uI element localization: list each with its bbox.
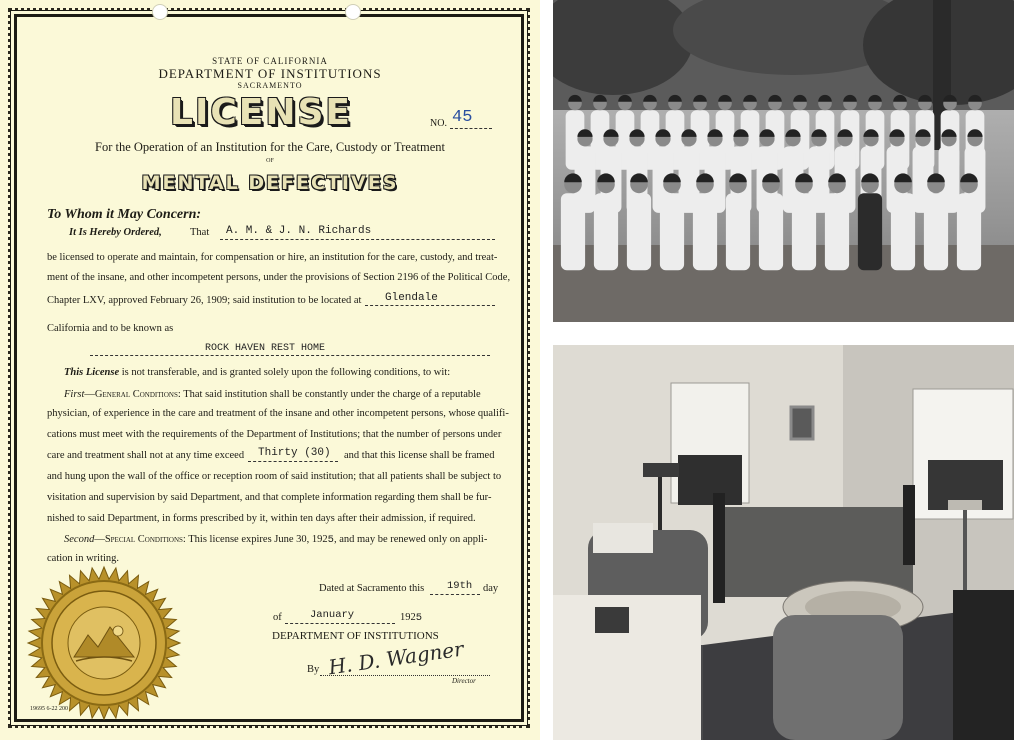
month-value: January xyxy=(310,609,355,621)
capacity-value: Thirty (30) xyxy=(258,447,331,459)
location-underline xyxy=(365,305,495,306)
second-line-1b: , and may be renewed only on appli- xyxy=(333,534,488,545)
first-line-3: cations must meet with the requirements of the Department of Institutions; that the number of persons under xyxy=(47,429,502,440)
signature-department: DEPARTMENT OF INSTITUTIONS xyxy=(272,630,439,642)
gold-seal-icon xyxy=(26,565,182,721)
subject-title: MENTAL DEFECTIVES xyxy=(141,172,399,194)
person-figure xyxy=(594,193,618,270)
person-figure xyxy=(924,193,948,270)
punch-hole xyxy=(152,4,168,20)
purpose-line: For the Operation of an Institution for the Care, Custody or Treatment xyxy=(95,140,445,154)
punch-hole xyxy=(345,4,361,20)
license-title: LICENSE xyxy=(170,92,352,133)
person-figure xyxy=(792,193,816,270)
director-signature: H. D. Wagner xyxy=(326,636,466,680)
bedroom-photo xyxy=(553,345,1014,740)
transfer-text: is not transferable, and is granted solely upon the following conditions, to wit: xyxy=(121,367,451,378)
year-prefix: 192 xyxy=(400,612,416,623)
location-value: Glendale xyxy=(385,292,438,304)
person-figure xyxy=(957,193,981,270)
institution-underline xyxy=(90,355,490,356)
body-line-1: be licensed to operate and maintain, for compensation or hire, an institution for the care, custody, and treat- xyxy=(47,252,498,263)
year-digit: 5 xyxy=(415,612,423,624)
person-figure xyxy=(891,193,915,270)
person-figure xyxy=(561,193,585,270)
day-label: day xyxy=(483,583,499,594)
transfer-label: This License xyxy=(64,367,120,378)
person-figure xyxy=(759,193,783,270)
capacity-underline xyxy=(248,461,338,462)
first-line-4b: and that this license shall be framed xyxy=(344,450,495,461)
staff-group-photo xyxy=(553,0,1014,322)
that-label: That xyxy=(190,227,210,238)
second-line-2: cation in writing. xyxy=(47,553,120,564)
bedroom-photo-image xyxy=(553,345,1014,740)
first-line-4a: care and treatment shall not at any time exceed xyxy=(47,450,245,461)
ordered-label: It Is Hereby Ordered, xyxy=(69,227,162,238)
person-figure xyxy=(627,193,651,270)
of-label: OF xyxy=(266,158,274,164)
state-heading: STATE OF CALIFORNIA xyxy=(212,56,328,66)
dated-label: Dated at Sacramento this xyxy=(319,583,425,594)
person-figure xyxy=(858,193,882,270)
first-heading: —General Conditions: xyxy=(84,389,181,400)
second-line-1: This license expires June 30, 192 xyxy=(188,534,328,545)
by-label: By xyxy=(307,664,320,675)
second-heading: —Special Conditions: xyxy=(94,534,186,545)
of-month-label: of xyxy=(273,612,282,623)
director-label: Director xyxy=(452,677,476,685)
signature-line xyxy=(320,675,490,676)
person-figure xyxy=(726,193,750,270)
salutation: To Whom it May Concern: xyxy=(47,207,202,222)
city-heading: SACRAMENTO xyxy=(237,81,303,90)
month-underline xyxy=(285,623,395,624)
first-line-6: visitation and supervision by said Department, and that complete information regarding them shall be fur- xyxy=(47,492,492,503)
first-line-5: and hung upon the wall of the office or reception room of said institution; that all patients shall be subject to xyxy=(47,471,502,482)
form-code: 19695 6-22 200 xyxy=(30,706,68,712)
body-line-4: California and to be known as xyxy=(47,323,174,334)
group-photo-image xyxy=(553,0,1014,322)
person-figure xyxy=(693,193,717,270)
licensee-underline xyxy=(220,239,495,240)
licensee-name: A. M. & J. N. Richards xyxy=(226,225,372,237)
number-label: NO. xyxy=(430,118,447,129)
number-underline xyxy=(450,128,492,129)
expiry-digit: 5 xyxy=(327,534,334,546)
first-label: First xyxy=(64,389,85,400)
day-value: 19th xyxy=(447,580,473,592)
day-underline xyxy=(430,594,480,595)
body-line-3: Chapter LXV, approved February 26, 1909; said institution to be located at xyxy=(47,295,362,306)
institution-name: ROCK HAVEN REST HOME xyxy=(205,343,326,354)
first-line-2: physician, of experience in the care and treatment of the insane and other incompetent persons, whose qualifi- xyxy=(47,408,509,419)
second-label: Second xyxy=(64,534,95,545)
person-figure xyxy=(660,193,684,270)
department-heading: DEPARTMENT OF INSTITUTIONS xyxy=(158,66,382,81)
person-figure xyxy=(825,193,849,270)
first-line-1: That said institution shall be constantly under the charge of a reputable xyxy=(183,389,481,400)
body-line-2: ment of the insane, and other incompetent persons, under the provisions of Section 2196 of the Political Code, xyxy=(47,272,511,283)
license-number: 45 xyxy=(452,108,473,127)
first-line-7: nished to said Department, in forms prescribed by it, within ten days after their admission, if required. xyxy=(47,513,476,524)
